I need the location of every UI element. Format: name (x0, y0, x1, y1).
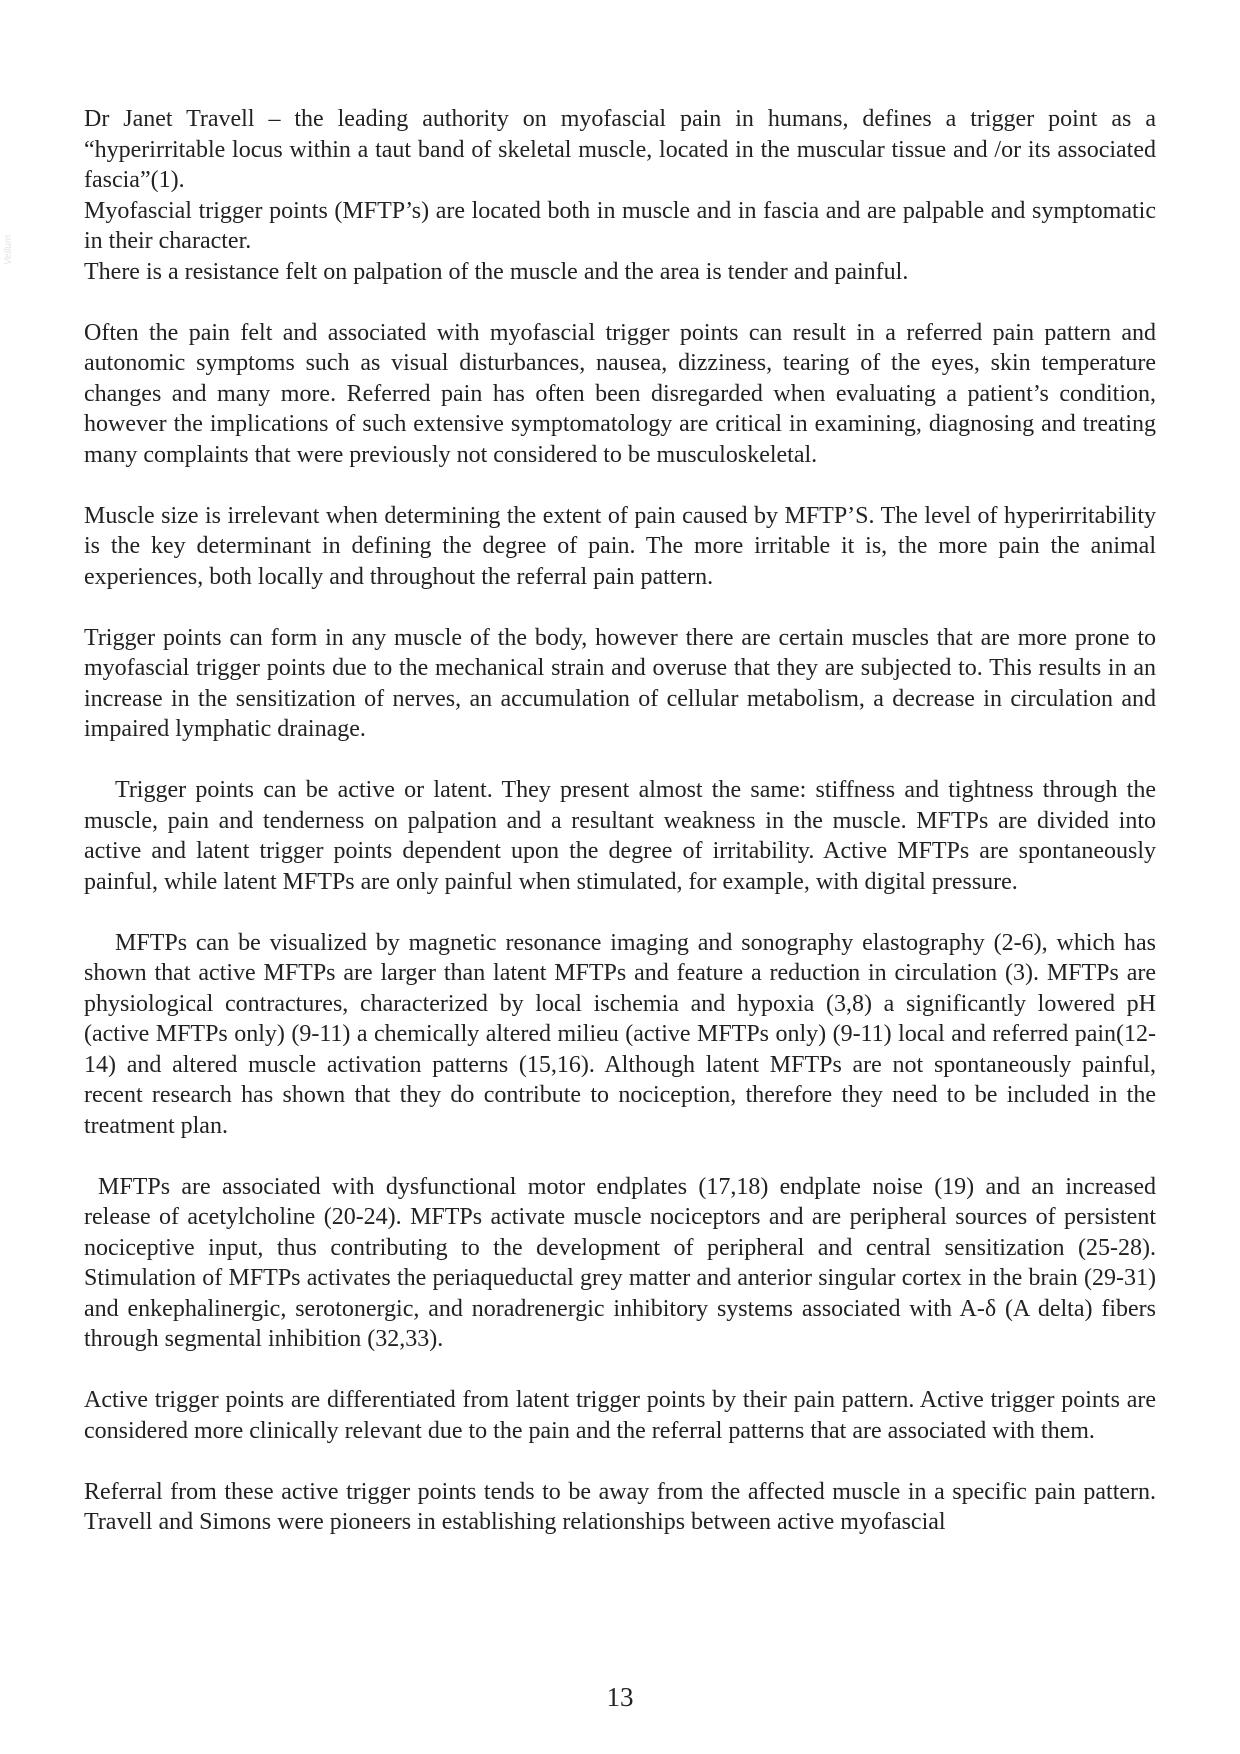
paragraph-line: There is a resistance felt on palpation of the muscle and the area is tender and painful. (84, 258, 909, 285)
paragraph-active-differentiation: Active trigger points are differentiated from latent trigger points by their pain pattern. Active trigger points are considered more clinically relevant due to the pain and the referral patterns that are associated with them. (84, 1387, 1156, 1444)
paragraph-referral: Referral from these active trigger points tends to be away from the affected muscle in a specific pain pattern. Travell and Simons were pioneers in establishing relationships between active myofascial (84, 1478, 1156, 1535)
body-text (84, 104, 1156, 1568)
paragraph-line: Myofascial trigger points (MFTP’s) are located both in muscle and in fascia and are palpable and symptomatic in their character. (84, 197, 1156, 254)
paragraph-muscle-size: Muscle size is irrelevant when determining the extent of pain caused by MFTP’S. The level of hyperirritability is the key determinant in defining the degree of pain. The more irritable it is, the more pain the animal experiences, both locally and throughout the referral pain pattern. (84, 502, 1156, 590)
paragraph-trigger-point-definition (84, 104, 1156, 287)
paragraph-trigger-point-formation: Trigger points can form in any muscle of the body, however there are certain muscles that are more prone to myofascial trigger points due to the mechanical strain and overuse that they are subjected to. This results in an increase in the sensitization of nerves, an accumulation of cellular metabolism, a decrease in circulation and impaired lymphatic drainage. (84, 624, 1156, 742)
paragraph-imaging: MFTPs can be visualized by magnetic resonance imaging and sonography elastography (2-6), which has shown that active MFTPs are larger than latent MFTPs and feature a reduction in circulation (3). MFTPs are physiological contractures, characterized by local ischemia and hypoxia (3,8) a significantly lowered pH (active MFTPs only) (9-11) a chemically altered milieu (active MFTPs only) (9-11) local and referred pain(12-14) and altered muscle activation patterns (15,16). Although latent MFTPs are not spontaneously painful, recent research has shown that they do contribute to nociception, therefore they need to be included in the treatment plan. (84, 929, 1156, 1139)
paragraph-motor-endplates: MFTPs are associated with dysfunctional motor endplates (17,18) endplate noise (19) and an increased release of acetylcholine (20-24). MFTPs activate muscle nociceptors and are peripheral sources of persistent nociceptive input, thus contributing to the development of peripheral and central sensitization (25-28). Stimulation of MFTPs activates the periaqueductal grey matter and anterior singular cortex in the brain (29-31) and enkephalinergic, serotonergic, and noradrenergic inhibitory systems associated with A-δ (A delta) fibers through segmental inhibition (32,33). (84, 1173, 1156, 1352)
paragraph-referred-pain: Often the pain felt and associated with myofascial trigger points can result in a referred pain pattern and autonomic symptoms such as visual disturbances, nausea, dizziness, tearing of the eyes, skin temperature changes and many more. Referred pain has often been disregarded when evaluating a patient’s condition, however the implications of such extensive symptomatology are critical in examining, diagnosing and treating many complaints that were previously not considered to be musculoskeletal. (84, 319, 1156, 468)
paragraph-line: Dr Janet Travell – the leading authority on myofascial pain in humans, defines a trigger point as a “hyperirritable locus within a taut band of skeletal muscle, located in the muscular tissue and /or its associated fascia”(1). (84, 106, 1156, 193)
page-number: 13 (606, 1682, 634, 1712)
paragraph-active-latent: Trigger points can be active or latent. They present almost the same: stiffness and tightness through the muscle, pain and tenderness on palpation and a resultant weakness in the muscle. MFTPs are divided into active and latent trigger points dependent upon the degree of irritability. Active MFTPs are spontaneously painful, while latent MFTPs are only painful when stimulated, for example, with digital pressure. (84, 777, 1156, 895)
watermark: Vellum (3, 234, 14, 265)
